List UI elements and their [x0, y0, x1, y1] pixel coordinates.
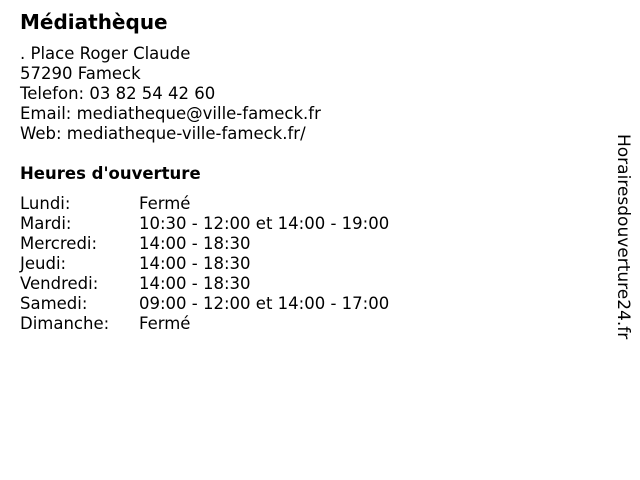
time-value: 14:00 - 18:30: [139, 274, 251, 293]
hours-row-mercredi: [20, 234, 389, 254]
venue-title: Médiathèque: [20, 10, 168, 34]
day-label: Samedi:: [20, 294, 88, 313]
address-street: . Place Roger Claude: [20, 44, 191, 63]
hours-heading: Heures d'ouverture: [20, 164, 201, 183]
hours-row-vendredi: [20, 274, 389, 294]
time-value: Fermé: [139, 194, 191, 213]
web-line: Web: mediatheque-ville-fameck.fr/: [20, 124, 306, 143]
hours-row-lundi: [20, 194, 389, 214]
time-value: 10:30 - 12:00 et 14:00 - 19:00: [139, 214, 390, 233]
hours-row-mardi: [20, 214, 389, 234]
hours-row-dimanche: [20, 314, 389, 334]
day-label: Jeudi:: [20, 254, 67, 273]
site-watermark: Horairesdouverture24.fr: [613, 134, 633, 340]
day-label: Vendredi:: [20, 274, 99, 293]
time-value: 09:00 - 12:00 et 14:00 - 17:00: [139, 294, 390, 313]
hours-row-samedi: [20, 294, 389, 314]
phone-line: Telefon: 03 82 54 42 60: [20, 84, 216, 103]
hours-row-jeudi: [20, 254, 389, 274]
day-label: Mercredi:: [20, 234, 98, 253]
time-value: 14:00 - 18:30: [139, 234, 251, 253]
day-label: Lundi:: [20, 194, 71, 213]
day-label: Mardi:: [20, 214, 72, 233]
opening-hours-table: [20, 194, 389, 334]
address-city: 57290 Fameck: [20, 64, 141, 83]
address-block: [20, 44, 321, 144]
time-value: 14:00 - 18:30: [139, 254, 251, 273]
time-value: Fermé: [139, 314, 191, 333]
email-line: Email: mediatheque@ville-fameck.fr: [20, 104, 321, 123]
day-label: Dimanche:: [20, 314, 110, 333]
